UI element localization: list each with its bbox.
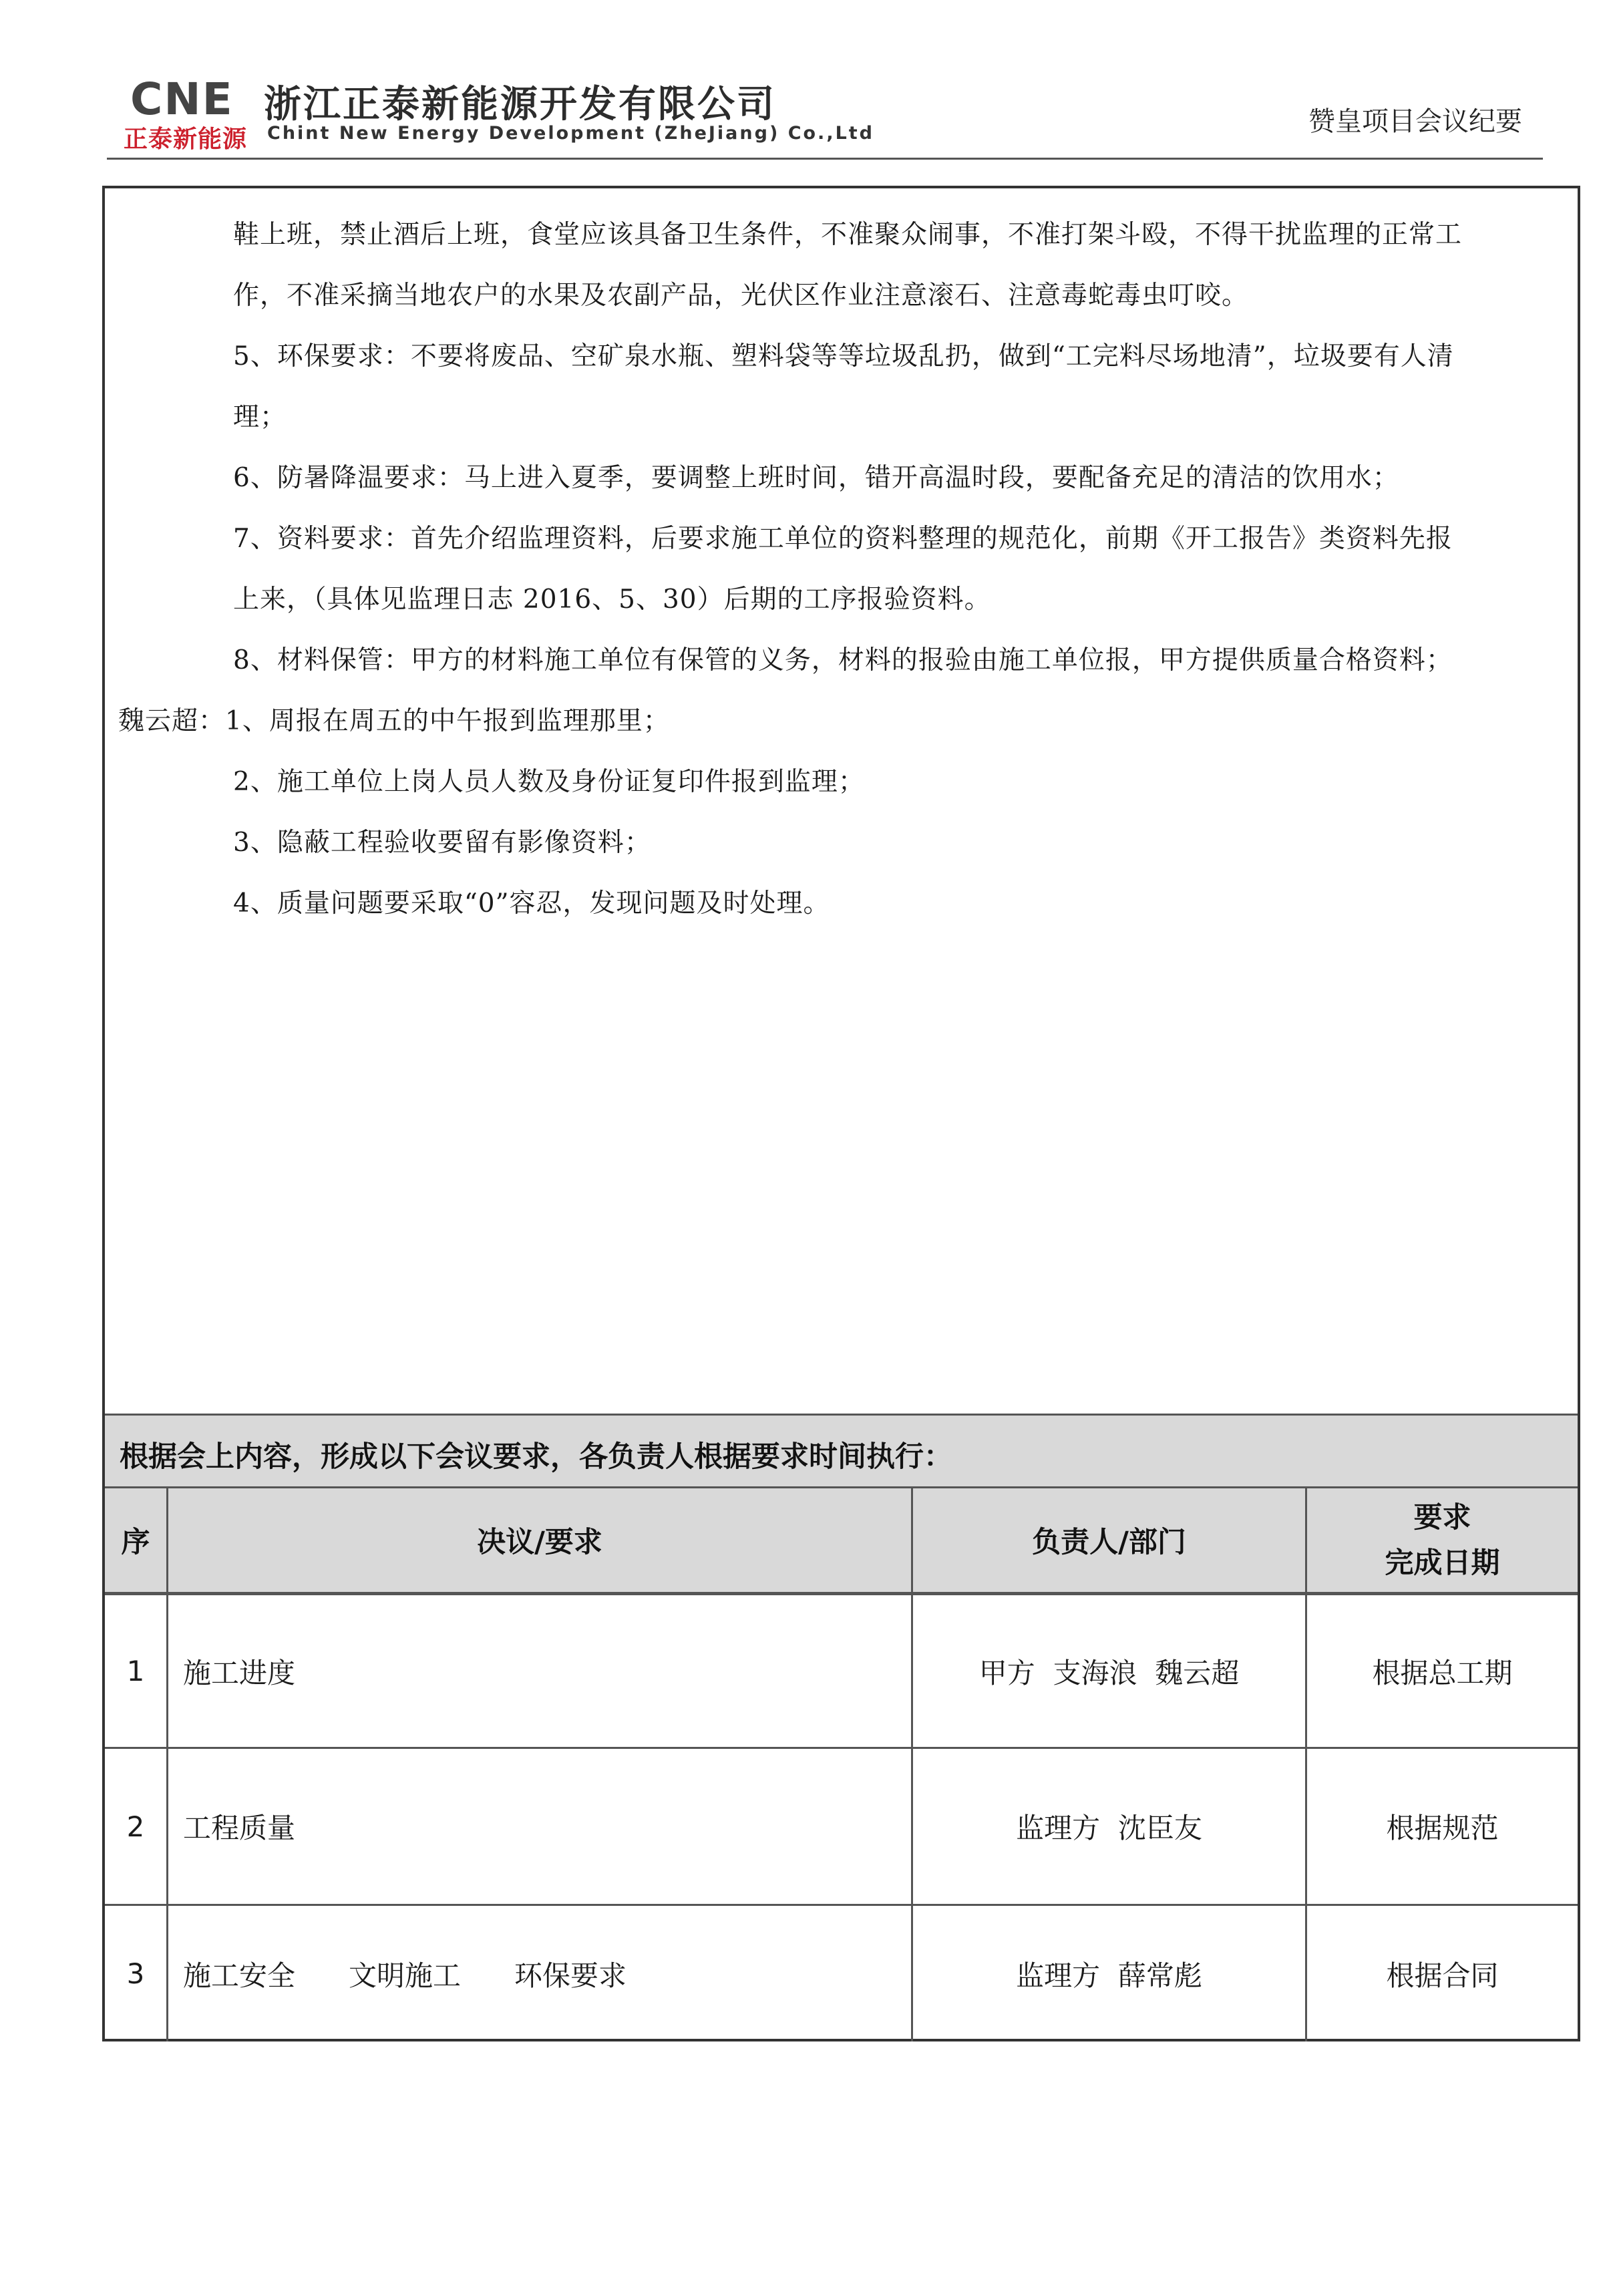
table-row: [105, 1749, 1578, 1906]
table-row: [105, 1595, 1578, 1749]
note-line: 5、环保要求：不要将废品、空矿泉水瓶、塑料袋等等垃圾乱扔，做到“工完料尽场地清”，垃圾要有人清: [233, 341, 1454, 371]
row-owner: 甲方 支海浪 魏云超: [913, 1595, 1307, 1747]
row-item: [168, 1749, 913, 1904]
company-name-en: Chint New Energy Development (ZheJiang) Co.,Ltd: [267, 123, 875, 144]
minutes-frame: [102, 186, 1580, 2041]
note-line: 6、防暑降温要求：马上进入夏季，要调整上班时间，错开高温时段，要配备充足的清洁的饮用水；: [233, 463, 1399, 493]
row-item: [168, 1906, 913, 2041]
note-line: 理；: [233, 402, 287, 432]
row-item: [168, 1595, 913, 1747]
logo-mark: CNE: [130, 73, 234, 125]
resolution-summary-text: 根据会上内容，形成以下会议要求，各负责人根据要求时间执行：: [120, 1440, 952, 1474]
note-line: 鞋上班，禁止酒后上班，食堂应该具备卫生条件，不准聚众闹事，不准打架斗殴，不得干扰监理的正常工: [233, 220, 1463, 250]
header-due-line2: 完成日期: [1385, 1546, 1500, 1580]
table-row: [105, 1906, 1578, 2041]
row-due: 根据规范: [1386, 1812, 1499, 1844]
table-header-row: [105, 1488, 1578, 1595]
row-item-text: 环保要求: [514, 1959, 627, 1992]
header-due-line1: 要求: [1413, 1500, 1471, 1534]
page-header: [0, 0, 1609, 174]
note-line: 上来，（具体见监理日志 2016、5、30）后期的工序报验资料。: [233, 585, 991, 615]
row-item-text: 施工安全: [183, 1959, 296, 1992]
row-item-text: 工程质量: [183, 1812, 296, 1844]
note-line: 8、材料保管：甲方的材料施工单位有保管的义务，材料的报验由施工单位报，甲方提供质量合格资料；: [233, 645, 1453, 675]
logo-cn-text: 正泰新能源: [124, 126, 248, 153]
row-item-text: 施工进度: [183, 1656, 296, 1689]
row-owner: 监理方 薛常彪: [913, 1906, 1307, 2041]
row-item-text: 文明施工: [349, 1959, 462, 1992]
header-owner: 负责人/部门: [913, 1488, 1307, 1592]
row-owner: 监理方 沈臣友: [913, 1749, 1307, 1904]
company-name-cn: 浙江正泰新能源开发有限公司: [264, 83, 776, 126]
row-seq: 1: [105, 1595, 168, 1747]
note-line: 7、资料要求：首先介绍监理资料，后要求施工单位的资料整理的规范化，前期《开工报告》类资料先报: [233, 524, 1453, 554]
header-seq: 序: [105, 1488, 168, 1592]
row-seq: 3: [105, 1906, 168, 2041]
header-item: 决议/要求: [168, 1488, 913, 1592]
resolution-summary-bar: [105, 1414, 1578, 1488]
header-divider: [107, 158, 1543, 160]
note-line: 4、质量问题要采取“0”容忍，发现问题及时处理。: [233, 888, 830, 919]
row-seq: 2: [105, 1749, 168, 1904]
header-due-date: [1307, 1488, 1578, 1592]
note-line: 魏云超：1、周报在周五的中午报到监理那里；: [118, 706, 670, 736]
note-line: 2、施工单位上岗人员人数及身份证复印件报到监理；: [233, 767, 865, 797]
document-title: 赞皇项目会议纪要: [1308, 106, 1522, 137]
company-logo: [117, 73, 271, 153]
note-line: 3、隐蔽工程验收要留有影像资料；: [233, 828, 651, 858]
row-due: 根据总工期: [1372, 1656, 1513, 1689]
note-line: 作，不准采摘当地农户的水果及农副产品，光伏区作业注意滚石、注意毒蛇毒虫叮咬。: [233, 281, 1249, 311]
row-due: 根据合同: [1386, 1959, 1499, 1992]
